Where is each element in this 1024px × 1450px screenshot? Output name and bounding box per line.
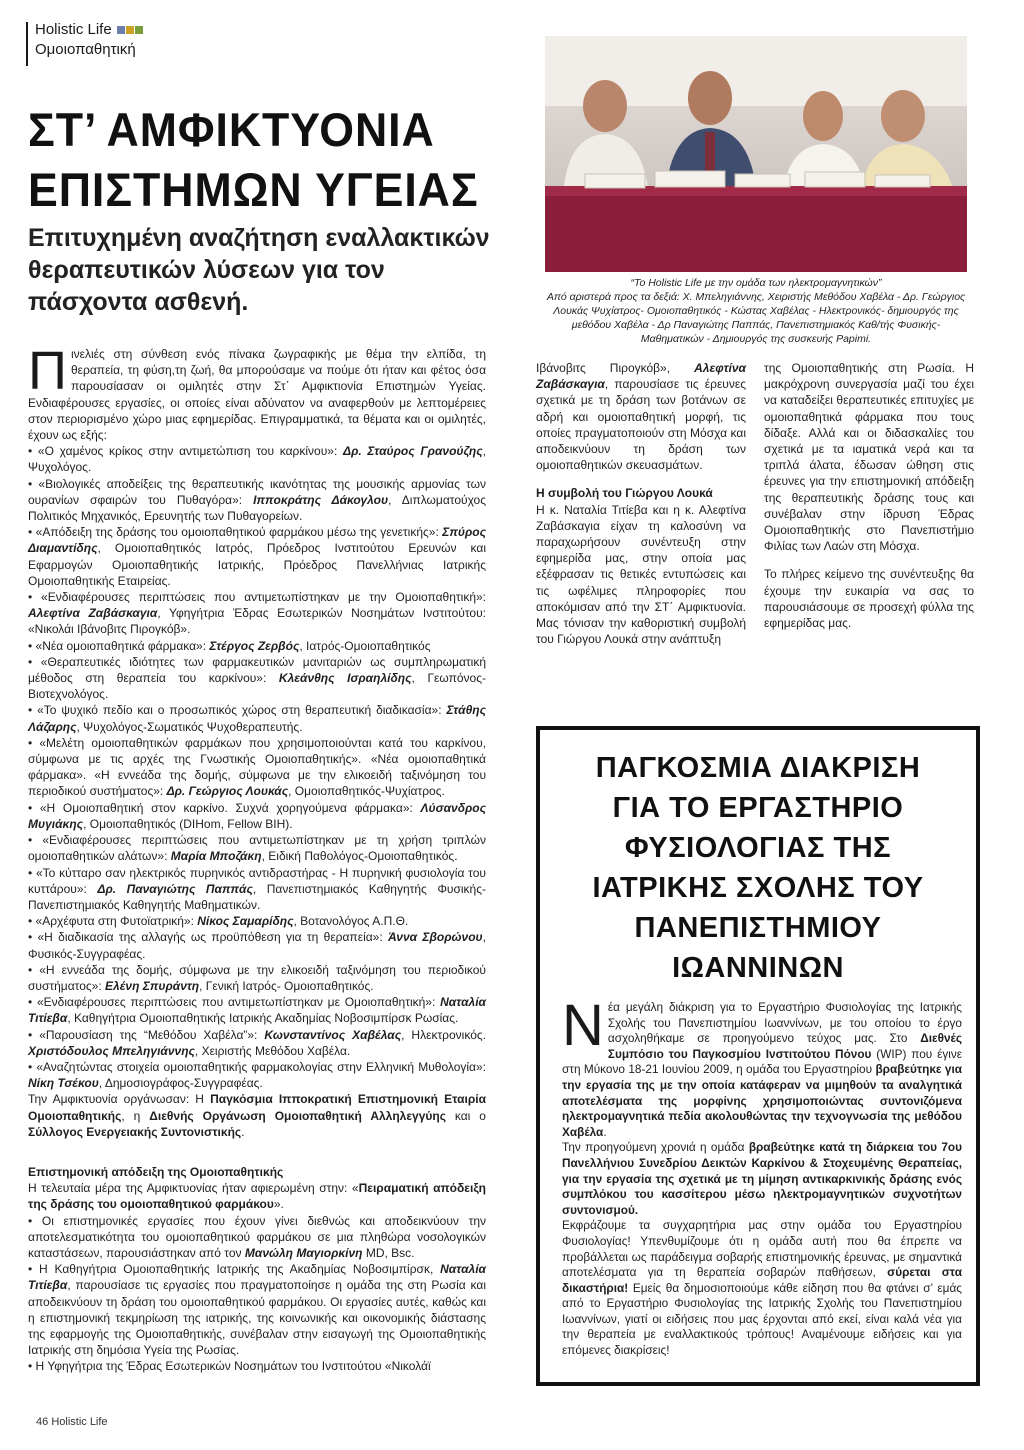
speaker-name: Δρ. Σταύρος Γρανούζης [343, 444, 483, 459]
speaker-item: • «Μελέτη ομοιοπαθητικών φαρμάκων που χρησιμοποιούνται κατά του καρκίνου, σύμφωνα με τις αρχές της Γνωστικής Ομοιοπαθητικής». «Νέα ομοιοπαθητικά φάρμακα». «Η εννεάδα της δομής, σύμφωνα με την ελικοειδή ταξινόμηση του περιοδικού συστήματος»: Δρ. Γεώργιος Λουκάς, Ομοιοπαθητικός-Ψυχίατρος. [28, 735, 486, 799]
footer-magazine: Holistic Life [51, 1416, 108, 1428]
speaker-item: • «Βιολογικές αποδείξεις της θεραπευτικής ικανότητας της μουσικής αρμονίας των ουρανίων σφαιρών του Πυθαγόρα»: Ιπποκράτης Δάκογλου, Διπλωματούχος Πολιτικός Μηχανικός, Ερευνητής των Πυθαγορείων. [28, 476, 487, 524]
section-heading-proof: Επιστημονική απόδειξη της Ομοιοπαθητικής [28, 1164, 284, 1179]
title-line-1: ΣΤ’ ΑΜΦΙΚΤΥΟΝΙΑ [28, 103, 435, 156]
proof-paragraph-4: • Η Υφηγήτρια της Έδρας Εσωτερικών Νοσημάτων του Ινστιτούτου «Νικολάϊ [28, 1359, 431, 1374]
magazine-name: Holistic Life [26, 20, 186, 40]
speaker-item: • «Η διαδικασία της αλλαγής ως προϋπόθεση για τη θεραπεία»: Άννα Σβορώνου, Φυσικός-Συγγραφέας. [28, 930, 486, 961]
box-title-line: ΙΑΤΡΙΚΗΣ ΣΧΟΛΗΣ ΤΟΥ [592, 872, 924, 904]
accent-square-yellow [126, 26, 134, 34]
speaker-name: Δρ. Παναγιώτης Παππάς [97, 881, 253, 896]
speaker-name: Στάθης Λάζαρης [28, 703, 486, 734]
accent-square-green [135, 26, 143, 34]
box-title-line: ΠΑΓΚΟΣΜΙΑ ΔΙΑΚΡΙΣΗ [595, 752, 921, 784]
speaker-item: • «Η Ομοιοπαθητική στον καρκίνο. Συχνά χορηγούμενα φάρμακα»: Λύσανδρος Μυγιάκης, Ομοιοπαθητικός (DIHom, Fellow BIH). [28, 800, 486, 831]
proof-paragraph-2: • Οι επιστημονικές εργασίες που έχουν γίνει διεθνώς και αποδεικνύουν την αποτελεσματικότητα του ομοιοπαθητικού φαρμάκου σε μια πληθώρα νοσολογικών καταστάσεων, παρουσιάστηκαν από τον Μανώλη Μαγιορκίνη MD, Bsc. [28, 1213, 486, 1260]
speaker-list [28, 443, 486, 1091]
speaker-item: • «Το ψυχικό πεδίο και ο προσωπικός χώρος στη θεραπευτική διαδικασία»: Στάθης Λάζαρης, Ψυχολόγος-Σωματικός Ψυχοθεραπευτής. [28, 703, 486, 734]
speaker-name: Κωνσταντίνος Χαβέλας [264, 1027, 402, 1042]
speaker-item: • «Ο χαμένος κρίκος στην αντιμετώπιση του καρκίνου»: Δρ. Σταύρος Γρανούζης, Ψυχολόγος. [28, 444, 486, 475]
award-paragraph-3: Εκφράζουμε τα συγχαρητήρια μας στην ομάδα του Εργαστηρίου Φυσιολογίας! Υπενθυμίζουμε ότι η ομάδα αυτή που θα έπρεπε να προβάλλεται ως παράδειγμα σοβαρής επιστημονικής έρευνας, με σημαντικά αποτελέσματα για τη θεραπεία σοβαρών παθήσεων, σύρεται στα δικαστήρια! Εμείς θα δημοσιοποιούμε κάθε είδηση που θα φτάνει σ’ εμάς από το Εργαστήριο Φυσιολογίας της Ιατρικής Σχολής του Πανεπιστημίου Ιωαννίνων, γιατί οι ειδήσεις που μας έρχονται από εκεί, είναι καλά νέα για την θεραπεία με εναλλακτικούς τρόπους! Αναμένουμε ειδήσεις και για επόμενες διακρίσεις! [562, 1218, 962, 1358]
award-paragraph-2: Την προηγούμενη χρονιά η ομάδα βραβεύτηκε κατά τη διάρκεια του 7ου Πανελλήνιου Συνεδρίου Δεικτών Καρκίνου & Στοχευμένης Θεραπείας, για την εργασία της σχετικά με τη μίμηση αντικαρκινικής δράσης ενός συμπλόκου του κασσίτερου μέσω ηλεκτρομαγνητικών συχνοτήτων συντονισμού. [562, 1140, 962, 1217]
accent-square-blue [117, 26, 125, 34]
box-title-line: ΦΥΣΙΟΛΟΓΙΑΣ ΤΗΣ [624, 832, 892, 864]
speaker-item: • «Νέα ομοιοπαθητικά φάρμακα»: Στέργος Ζερβός, Ιατρός-Ομοιοπαθητικός [28, 638, 431, 653]
speaker-name: Ελένη Σπυράντη [105, 978, 200, 993]
intro-paragraph: Πινελιές στη σύνθεση ενός πίνακα ζωγραφικής με θέμα την ελπίδα, τη θεραπεία, τη φύση,τη ζωή, θα μπορούσαμε να πούμε ότι ήταν και φέτος όσα παρουσίασαν οι ομιλητές στην Στ΄ Αμφικτιονία Επιστημών Υγείας. Ενδιαφέρουσες εργασίες, οι οποίες είναι αδύνατον να αναφερθούν με λεπτομέρειες στον περιορισμένο χώρο μιας εφημερίδας. Επιγραμματικά, τα θέματα και οι ομιλητές, έχουν ως εξής: [28, 341, 486, 443]
column-1 [28, 341, 487, 1375]
speaker-name: Άννα Σβορώνου [387, 930, 483, 945]
award-box-body [562, 993, 963, 1359]
speaker-item: • «Η εννεάδα της δομής, σύμφωνα με την ελικοειδή ταξινόμηση του περιοδικού συστήματος»: Ελένη Σπυράντη, Γενική Ιατρός- Ομοιοπαθητικός. [28, 962, 486, 993]
col3-paragraph-1: της Ομοιοπαθητικής στη Ρωσία. Η μακρόχρονη συνεργασία μαζί του έχει να καταδείξει θεραπευτικές επιτυχίες με ομοιοπαθητικά φάρμακα που τους δίδαξε. Αλλά και οι διδασκαλίες του σχετικά με τα ιαματικά νερά και τα τριπλά άλατα, έδωσαν ώθηση στις έρευνες για την επιστημονική απόδειξη της θεραπευτικής δράσης τους και συνέβαλαν στην ίδρυση Έδρας Ομοιοπαθητικής στο Πανεπιστήμιο Φιλίας των Λαών στη Μόσχα. [764, 361, 974, 554]
col2-paragraph-2: Η κ. Ναταλία Τιτίεβα και η κ. Αλεφτίνα Ζαβάσκαγια είχαν τη καλοσύνη να παραχωρήσουν συνέντευξη στην εφημερίδα μας, στην οποία μας εξέφρασαν τις θετικές εντυπώσεις και τις ωφέλιμες πληροφορίες που αποκόμισαν από την ΣΤ΄ Αμφικτυονία. Μας τόνισαν την καθοριστική συμβολή του Γιώργου Λουκά στην ανάπτυξη [536, 502, 746, 647]
speaker-item: • «Ενδιαφέρουσες περιπτώσεις που αντιμετωπίστηκαν με την Ομοιοπαθητική»: Αλεφτίνα Ζαβάσκαγια, Υφηγήτρια Έδρας Εσωτερικών Νοσημάτων Ινστιτούτου: «Νικολάι Ιβάνοβιτς Πιρογκόβ». [28, 590, 486, 637]
speaker-item: • «Ενδιαφέρουσες περιπτώσεις που αντιμετωπίστηκαν με τη χρήση τριπλών ομοιοπαθητικών αλάτων»: Μαρία Μποζάκη, Ειδική Παθολόγος-Ομοιοπαθητικός. [28, 833, 486, 864]
organizers-paragraph: Την Αμφικτυονία οργάνωσαν: Η Παγκόσμια Ιπποκρατική Επιστημονική Εταιρία Ομοιοπαθητικής, η Διεθνής Οργάνωση Ομοιοπαθητική Αλληλεγγύης και ο Σύλλογος Ενεργειακής Συντονιστικής. [28, 1092, 486, 1139]
col2-heading: Η συμβολή του Γιώργου Λουκά [536, 486, 713, 501]
speaker-name: Αλεφτίνα Ζαβάσκαγια [28, 606, 158, 621]
article-subtitle: Επιτυχημένη αναζήτηση εναλλακτικών θεραπευτικών λύσεων για τον πάσχοντα ασθενή. [28, 224, 490, 316]
speaker-item: • «Παρουσίαση της “Μεθόδου Χαβέλα”»: Κωνσταντίνος Χαβέλας, Ηλεκτρονικός. Χριστόδουλος Μπεληγιάννης, Χειριστής Μεθόδου Χαβέλα. [28, 1027, 486, 1058]
photo-caption [540, 276, 972, 346]
box-title-line: ΠΑΝΕΠΙΣΤΗΜΙΟΥ [634, 912, 882, 944]
speaker-name: Λύσανδρος Μυγιάκης [28, 800, 486, 831]
box-title-line: ΓΙΑ ΤΟ ΕΡΓΑΣΤΗΡΙΟ [612, 792, 904, 824]
speaker-name: Νίκος Σαμαρίδης [197, 914, 294, 929]
speaker-name: Ναταλία Τιτίεβα [28, 995, 486, 1026]
proof-paragraph-1: Η τελευταία μέρα της Αμφικτυονίας ήταν αφιερωμένη στην: «Πειραματική απόδειξη της δράσης του ομοιοπαθητικού φαρμάκου». [28, 1181, 486, 1212]
speaker-item: • «Απόδειξη της δράσης του ομοιοπαθητικού φαρμάκου μέσω της γενετικής»: Σπύρος Διαμαντίδης, Ομοιοπαθητικός Ιατρός, Πρόεδρος Ινστιτούτου Ερευνών και Εφαρμογών Ομοιοπαθητικής Ιατρικής, Πρόεδρος Πανελλήνιας Ιατρικής Ομοιοπαθητικής Εταιρείας. [28, 525, 486, 588]
award-box-title [556, 748, 960, 988]
speaker-name: Μαρία Μποζάκη [170, 849, 262, 864]
speaker-item: • «Ενδιαφέρουσες περιπτώσεις που αντιμετωπίστηκαν με Ομοιοπαθητική»: Ναταλία Τιτίεβα, Καθηγήτρια Ομοιοπαθητικής Ιατρικής Ακαδημίας Νοβοσιμπίρσκ Ρωσίας. [28, 995, 486, 1026]
caption-text: Από αριστερά προς τα δεξιά: Χ. Μπεληγιάννης, Χειριστής Μεθόδου Χαβέλα - Δρ. Γεώργιος Λουκάς Ψυχίατρος- Ομοιοπαθητικός - Κώστας Χαβέλας - Ηλεκτρονικός- δημιουργός της μεθόδου Χαβέλα - Δρ Παναγιώτης Παππάς, Πανεπιστημιακός Καθ/τής Φυσικής- Μαθηματικών - Δημιουργός της συσκευής Papimi. [546, 291, 966, 345]
group-photo [545, 36, 967, 272]
column-2 [536, 360, 746, 647]
section-name: Ομοιοπαθητική [35, 41, 136, 58]
tablecloth [545, 186, 967, 272]
group-photo-illustration [545, 36, 967, 272]
speaker-name: Κλεάνθης Ισραηλίδης [278, 671, 412, 686]
proof-paragraph-3: • Η Καθηγήτρια Ομοιοπαθητικής Ιατρικής της Ακαδημίας Νοβοσιμπίρσκ, Ναταλία Τιτίεβα, παρουσίασε τις εργασίες που πραγματοποίησε η ομάδα της στη Ρωσία και αποδεικνύουν τη δράση του ομοιοπαθητικού φαρμάκου. Οι εργασίες αυτές, καθώς και η επιστημονική τεκμηρίωση της ιατρικής, της κοινωνικής και οικονομικής διάστασης της εφαρμογής της Ομοιοπαθητικής, συνέβαλαν στην εισαγωγή της Ομοιοπαθητικής Ιατρικής στη δημόσια Υγεία της Ρωσίας. [28, 1262, 486, 1358]
speaker-item: • «Το κύτταρο σαν ηλεκτρικός πυρηνικός αντιδραστήρας - Η πυρηνική φυσιολογία του κυττάρου»: Δρ. Παναγιώτης Παππάς, Πανεπιστημιακός Καθηγητής Φυσικής-Πανεπιστημιακός Καθηγητής Μαθηματικών. [28, 865, 487, 912]
award-paragraph-1: Νέα μεγάλη διάκριση για το Εργαστήριο Φυσιολογίας της Ιατρικής Σχολής του Πανεπιστημίου Ιωαννίνων, με του οποίου το έργο ασχοληθήκαμε σε προηγούμενο τεύχος μας. Στο Διεθνές Συμπόσιο του Παγκοσμίου Ινστιτούτου Πόνου (WIP) που έγινε στη Μύκονο 18-21 Ιουνίου 2009, η ομάδα του Εργαστηρίου βραβεύτηκε για την εργασία της με την οποία κατάφεραν να μιμηθούν τα αναλγητικά αποτελέσματα της μορφίνης χρησιμοποιώντας συντονιζόμενα ηλεκτρομαγνητικά πεδία ακολουθώντας την τεχνογνωσία της μεθόδου Χαβέλα. [562, 993, 963, 1139]
speaker-name: Στέργος Ζερβός [209, 638, 300, 653]
speaker-name: Χριστόδουλος Μπεληγιάννης [28, 1043, 195, 1058]
speaker-item: • «Θεραπευτικές ιδιότητες των φαρμακευτικών μανιταριών ως συμπληρωματική μέθοδος στη θεραπεία του καρκίνου»: Κλεάνθης Ισραηλίδης, Γεωπόνος-Βιοτεχνολόγος. [28, 654, 487, 702]
speaker-name: Δρ. Γεώργιος Λουκάς [166, 784, 289, 799]
speaker-item: • «Αρχέφυτα στη Φυτοϊατρική»: Νίκος Σαμαρίδης, Βοτανολόγος Α.Π.Θ. [28, 914, 409, 929]
section-header [26, 20, 186, 60]
box-title-line: ΙΩΑΝΝΙΝΩΝ [672, 952, 844, 984]
col3-paragraph-2: Το πλήρες κείμενο της συνέντευξης θα έχουμε την ευκαιρία να σας το παρουσιάσουμε σε προσεχή φύλλα της εφημερίδας μας. [764, 567, 974, 631]
col2-paragraph-1: Ιβάνοβιτς Πιρογκόβ», Αλεφτίνα Ζαβάσκαγια, παρουσίασε τις έρευνες σχετικά με τη δράση των βοτάνων σε αδρή και ομοιοπαθητική μορφή, τις οποίες πραγματοποιούν στη Μόσχα και αποδεικνύουν τη δράση των ομοιοπαθητικών σκευασμάτων. [536, 361, 746, 473]
title-line-2: ΕΠΙΣΤΗΜΩΝ ΥΓΕΙΑΣ [28, 163, 479, 216]
article-title [28, 100, 484, 220]
column-3 [764, 360, 974, 631]
header-rule [26, 22, 28, 66]
page-number: 46 [36, 1416, 49, 1428]
speaker-name: Νίκη Τσέκου [28, 1076, 99, 1091]
speaker-name: Σπύρος Διαμαντίδης [28, 525, 486, 556]
page-footer [36, 1416, 108, 1428]
speaker-item: • «Αναζητώντας στοιχεία ομοιοπαθητικής φαρμακολογίας στην Ελληνική Μυθολογία»: Νίκη Τσέκου, Δημοσιογράφος-Συγγραφέας. [28, 1059, 486, 1091]
caption-title: “Το Holistic Life με την ομάδα των ηλεκτρομαγνητικών” [630, 277, 882, 289]
box-drop-cap: Ν [562, 993, 604, 1058]
drop-cap: Π [28, 341, 67, 401]
speaker-name: Ιπποκράτης Δάκογλου [253, 492, 389, 507]
